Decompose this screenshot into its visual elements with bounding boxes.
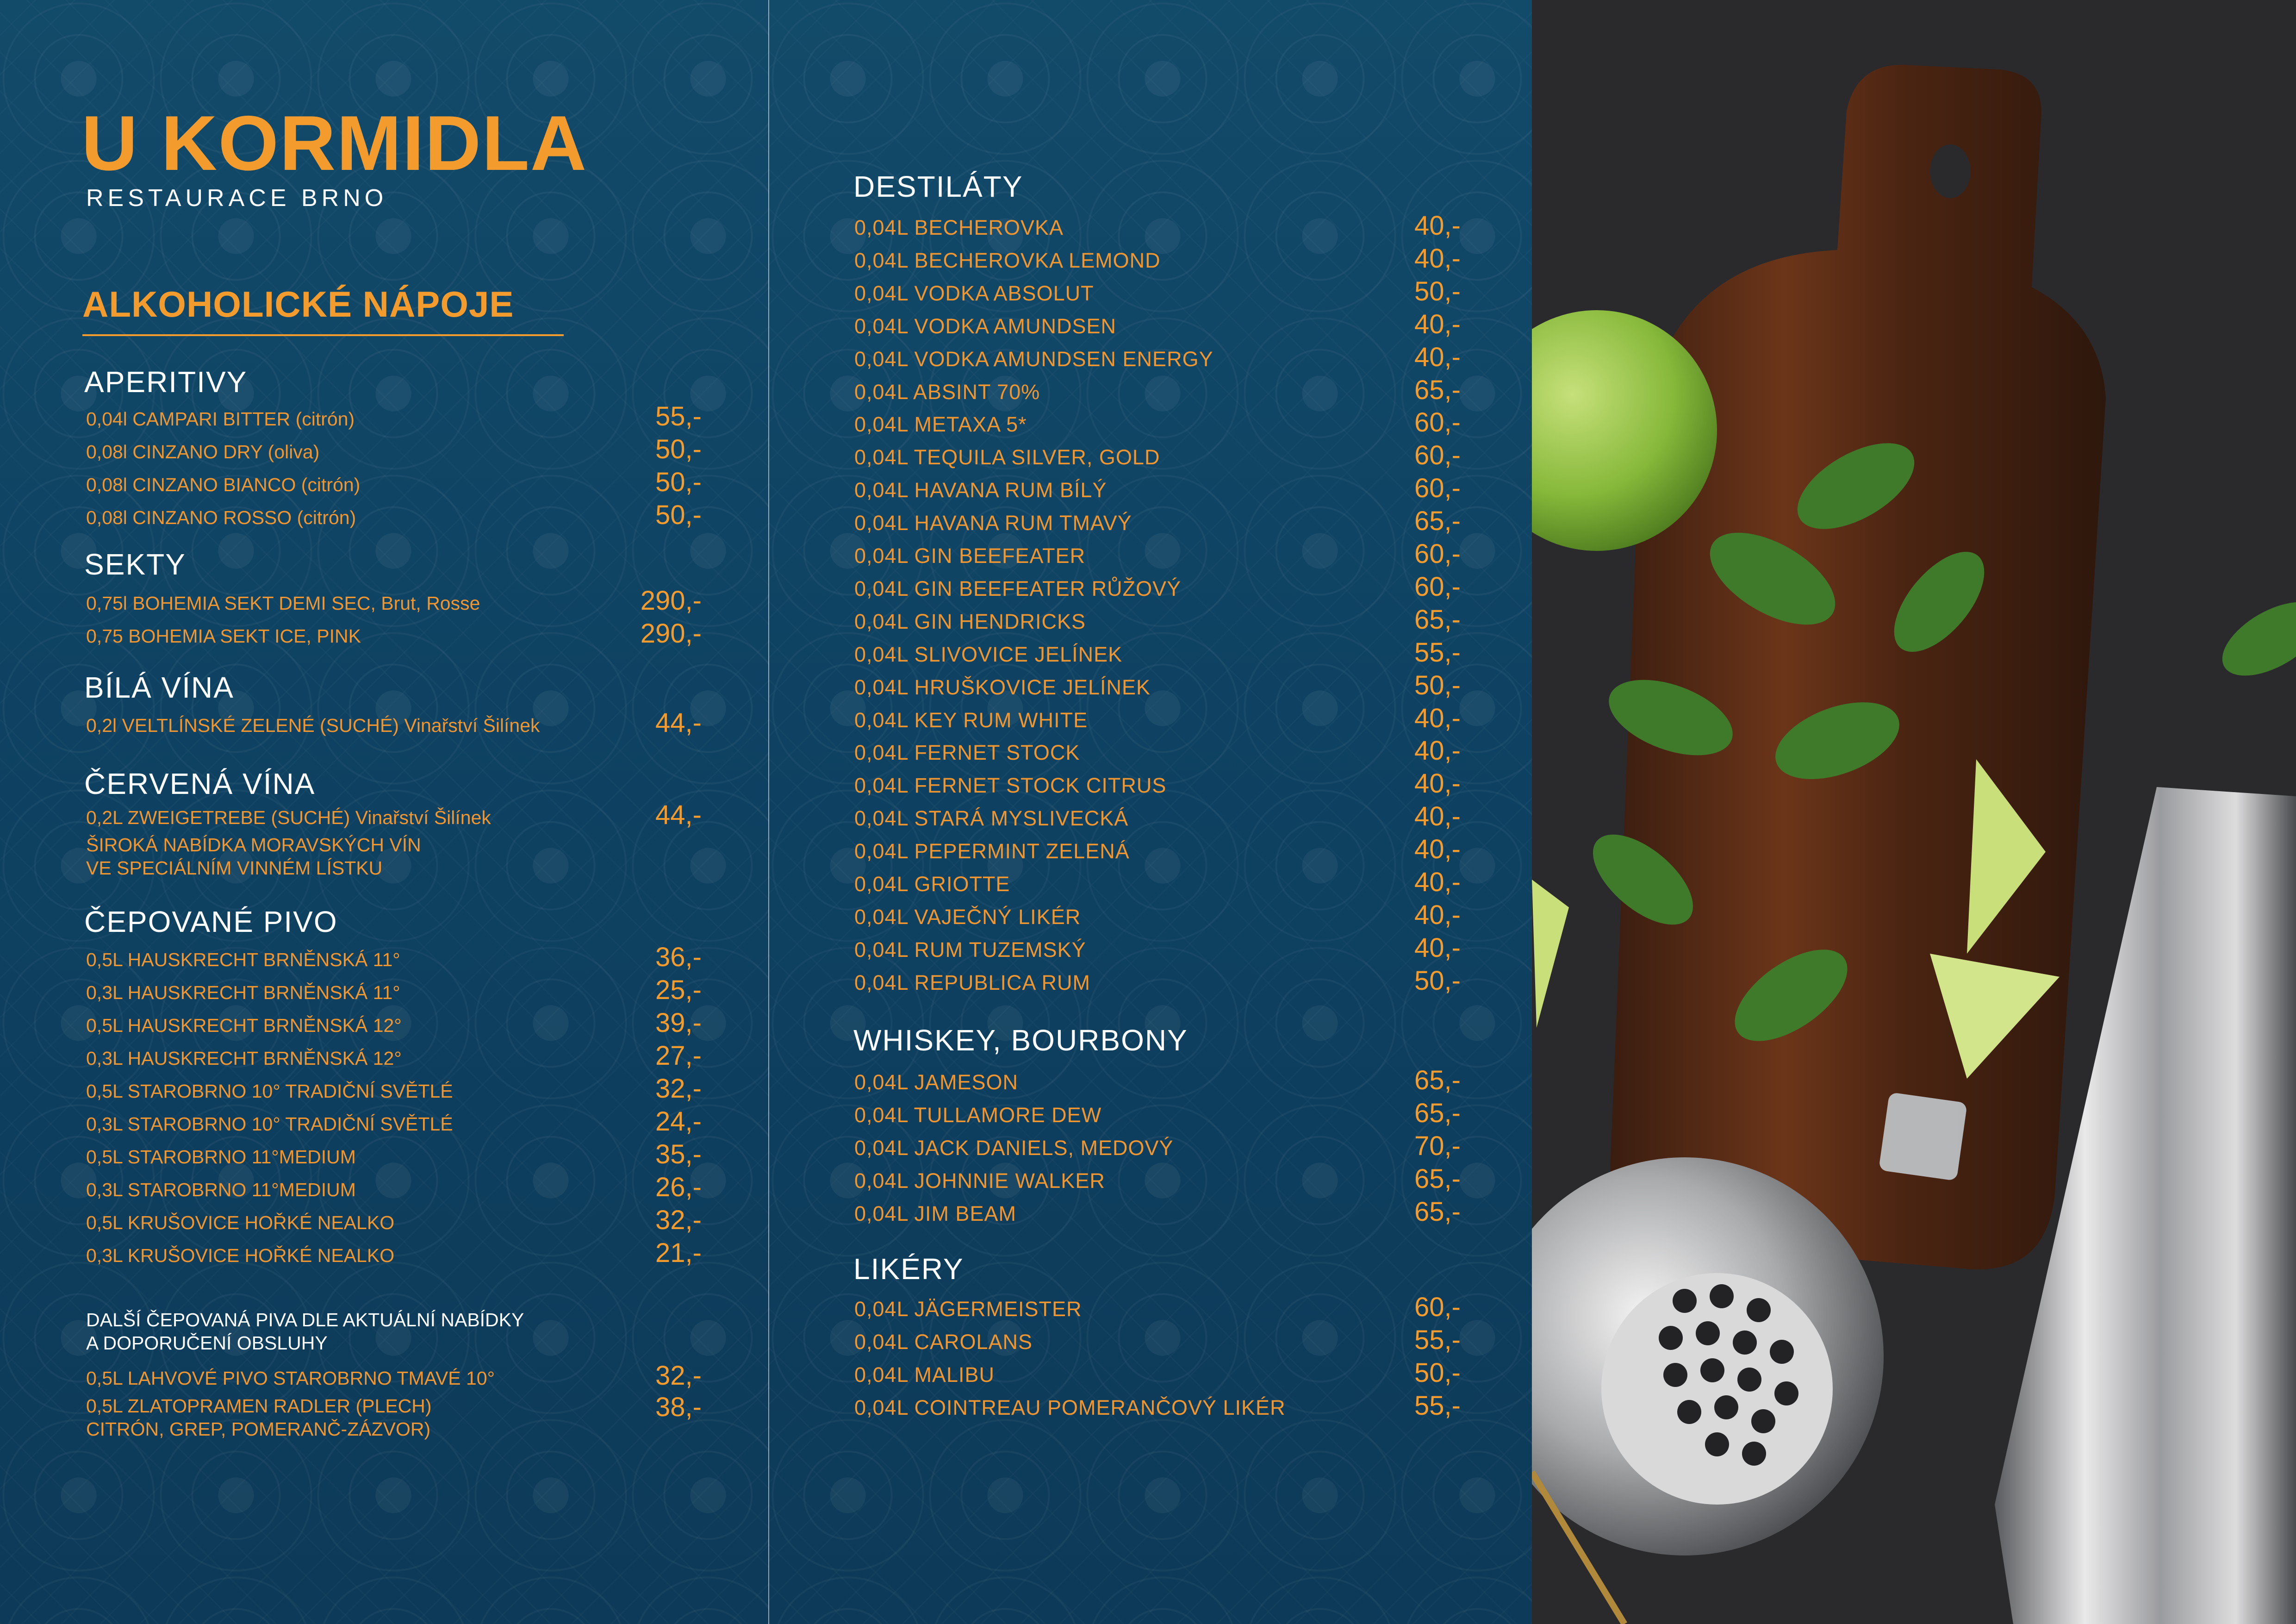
item-price: 65,- — [1414, 506, 1461, 537]
item-price: 27,- — [655, 1041, 702, 1071]
menu-item — [854, 440, 1461, 471]
menu-item — [854, 473, 1461, 504]
item-price: 40,- — [1414, 211, 1461, 241]
item-price: 40,- — [1414, 801, 1461, 832]
menu-item — [86, 1106, 702, 1137]
section-title-destilaty: DESTILÁTY — [853, 170, 1023, 203]
menu-item — [86, 585, 702, 617]
item-name: 0,2l VELTLÍNSKÉ ZELENÉ (SUCHÉ) Vinařství Šilínek — [86, 715, 540, 736]
menu-item — [86, 618, 702, 650]
menu-item — [86, 707, 702, 739]
beer-note-line2: A DOPORUČENÍ OBSLUHY — [86, 1332, 328, 1354]
item-name: 0,04L GIN HENDRICKS — [854, 609, 1086, 633]
item-price: 50,- — [1414, 965, 1461, 996]
item-price: 60,- — [1414, 440, 1461, 471]
item-name: 0,3L STAROBRNO 10° TRADIČNÍ SVĚTLÉ — [86, 1113, 453, 1135]
menu-item — [854, 735, 1461, 767]
menu-item — [854, 637, 1461, 668]
item-price: 25,- — [655, 975, 702, 1005]
menu-item — [854, 899, 1461, 931]
item-name: 0,3L HAUSKRECHT BRNĚNSKÁ 11° — [86, 982, 400, 1003]
item-name: 0,04L HAVANA RUM BÍLÝ — [854, 478, 1107, 502]
item-price: 35,- — [655, 1139, 702, 1169]
item-price: 65,- — [1414, 604, 1461, 635]
item-price: 50,- — [1414, 670, 1461, 700]
menu-item — [854, 309, 1461, 340]
item-name: 0,5L STAROBRNO 10° TRADIČNÍ SVĚTLÉ — [86, 1081, 453, 1102]
item-name: 0,2L ZWEIGETREBE (SUCHÉ) Vinařství Šilínek — [86, 807, 491, 828]
menu-item-radler — [86, 1394, 702, 1441]
item-price: 38,- — [655, 1392, 702, 1422]
menu-item — [86, 1007, 702, 1039]
item-name: 0,3L KRUŠOVICE HOŘKÉ NEALKO — [86, 1245, 395, 1266]
menu-item — [86, 1237, 702, 1269]
item-name: 0,75 BOHEMIA SEKT ICE, PINK — [86, 625, 361, 647]
menu-item — [854, 538, 1461, 570]
item-name: 0,04L VODKA ABSOLUT — [854, 281, 1094, 305]
menu-item — [854, 932, 1461, 964]
item-price: 55,- — [1414, 1325, 1461, 1355]
item-price: 32,- — [655, 1074, 702, 1104]
menu-item — [854, 342, 1461, 373]
menu-item — [854, 571, 1461, 603]
item-price: 40,- — [1414, 899, 1461, 930]
item-name: 0,04L RUM TUZEMSKÝ — [854, 937, 1086, 962]
item-name-line1: 0,5L ZLATOPRAMEN RADLER (PLECH) — [86, 1395, 432, 1417]
item-name: 0,5L LAHVOVÉ PIVO STAROBRNO TMAVÉ 10° — [86, 1368, 495, 1389]
item-name: 0,5L HAUSKRECHT BRNĚNSKÁ 12° — [86, 1015, 402, 1036]
menu-item — [86, 1040, 702, 1072]
item-price: 40,- — [1414, 834, 1461, 865]
item-price: 60,- — [1414, 539, 1461, 569]
item-price: 65,- — [1414, 375, 1461, 405]
item-name: 0,04L MALIBU — [854, 1363, 995, 1387]
item-name: 0,04L REPUBLICA RUM — [854, 970, 1091, 994]
menu-item — [86, 1073, 702, 1105]
menu-item — [854, 867, 1461, 898]
item-name: 0,04L GRIOTTE — [854, 872, 1010, 896]
item-price: 50,- — [1414, 276, 1461, 306]
item-name: 0,04L JACK DANIELS, MEDOVÝ — [854, 1136, 1174, 1160]
wine-note-line2: VE SPECIÁLNÍM VINNÉM LÍSTKU — [86, 857, 383, 879]
item-price: 39,- — [655, 1008, 702, 1038]
item-name: 0,04L TEQUILA SILVER, GOLD — [854, 445, 1160, 469]
item-name: 0,04L METAXA 5* — [854, 412, 1027, 437]
item-price: 65,- — [1414, 1164, 1461, 1194]
item-price: 60,- — [1414, 1292, 1461, 1322]
item-name: 0,04L JAMESON — [854, 1070, 1018, 1094]
menu-item — [86, 500, 702, 531]
menu-item — [854, 1357, 1461, 1389]
item-price: 60,- — [1414, 407, 1461, 438]
item-name: 0,04L JOHNNIE WALKER — [854, 1169, 1105, 1193]
brand-subtitle: RESTAURACE BRNO — [86, 185, 388, 212]
item-name: 0,04L CAROLANS — [854, 1330, 1033, 1354]
item-name: 0,3L STAROBRNO 11°MEDIUM — [86, 1179, 356, 1200]
item-price: 32,- — [655, 1361, 702, 1391]
menu-item — [86, 467, 702, 498]
menu-item — [854, 210, 1461, 242]
item-name: 0,04L PEPERMINT ZELENÁ — [854, 839, 1130, 863]
menu-item — [86, 434, 702, 465]
menu-item — [854, 670, 1461, 701]
heading-underline — [82, 334, 564, 336]
item-name: 0,3L HAUSKRECHT BRNĚNSKÁ 12° — [86, 1048, 402, 1069]
item-price: 65,- — [1414, 1098, 1461, 1128]
section-title-cepovane-pivo: ČEPOVANÉ PIVO — [84, 905, 338, 938]
item-price: 40,- — [1414, 768, 1461, 799]
item-price: 40,- — [1414, 736, 1461, 766]
menu-item — [854, 801, 1461, 832]
menu-item — [854, 1292, 1461, 1323]
item-price: 65,- — [1414, 1197, 1461, 1227]
section-title-whiskey: WHISKEY, BOURBONY — [853, 1024, 1188, 1057]
menu-item — [86, 800, 702, 831]
item-name: 0,04L VODKA AMUNDSEN — [854, 314, 1117, 338]
item-name: 0,75l BOHEMIA SEKT DEMI SEC, Brut, Rosse — [86, 593, 480, 614]
item-price: 50,- — [655, 500, 702, 530]
photo-panel — [1532, 0, 2296, 1624]
item-price: 55,- — [1414, 637, 1461, 668]
wine-note-line1: ŠIROKÁ NABÍDKA MORAVSKÝCH VÍN — [86, 834, 421, 856]
item-price: 40,- — [1414, 243, 1461, 274]
section-title-bila-vina: BÍLÁ VÍNA — [84, 671, 234, 704]
menu-item — [854, 1196, 1461, 1228]
item-name: 0,04L BECHEROVKA LEMOND — [854, 248, 1161, 272]
item-name: 0,08l CINZANO BIANCO (citrón) — [86, 474, 361, 495]
item-price: 24,- — [655, 1106, 702, 1137]
menu-item — [86, 1172, 702, 1203]
menu-item — [854, 1098, 1461, 1129]
item-price: 55,- — [1414, 1391, 1461, 1421]
menu-item — [854, 703, 1461, 734]
item-name-line2: CITRÓN, GREP, POMERANČ-ZÁZVOR) — [86, 1418, 431, 1440]
menu-item — [86, 401, 702, 432]
menu-item — [854, 1065, 1461, 1096]
menu-item — [854, 243, 1461, 275]
item-name: 0,04L JIM BEAM — [854, 1202, 1016, 1225]
item-name: 0,04L GIN BEEFEATER RŮŽOVÝ — [854, 576, 1182, 600]
item-price: 50,- — [1414, 1358, 1461, 1388]
item-name: 0,04L VODKA AMUNDSEN ENERGY — [854, 347, 1213, 371]
section-title-likery: LIKÉRY — [853, 1252, 964, 1286]
menu-item — [86, 1360, 702, 1392]
menu-item — [854, 965, 1461, 997]
item-name: 0,04L TULLAMORE DEW — [854, 1103, 1102, 1127]
menu-item — [854, 276, 1461, 307]
item-name: 0,08l CINZANO DRY (oliva) — [86, 441, 320, 462]
section-title-cervena-vina: ČERVENÁ VÍNA — [84, 767, 316, 800]
item-price: 290,- — [640, 586, 702, 616]
item-price: 26,- — [655, 1172, 702, 1202]
item-price: 290,- — [640, 618, 702, 649]
menu-item — [86, 942, 702, 973]
menu-item — [854, 1163, 1461, 1195]
main-heading: ALKOHOLICKÉ NÁPOJE — [82, 284, 514, 325]
bar-tools-photo — [1532, 0, 2296, 1624]
item-name: 0,04L KEY RUM WHITE — [854, 708, 1088, 732]
menu-item — [854, 604, 1461, 636]
item-name: 0,04L FERNET STOCK — [854, 741, 1080, 765]
item-name: 0,04L SLIVOVICE JELÍNEK — [854, 642, 1123, 666]
menu-item — [854, 1131, 1461, 1162]
item-name: 0,04L BECHEROVKA — [854, 216, 1064, 239]
item-price: 36,- — [655, 942, 702, 972]
section-title-sekty: SEKTY — [84, 548, 186, 581]
menu-item — [854, 834, 1461, 865]
menu-item — [854, 1324, 1461, 1356]
item-name: 0,08l CINZANO ROSSO (citrón) — [86, 507, 356, 528]
item-name: 0,04L HAVANA RUM TMAVÝ — [854, 511, 1132, 535]
item-price: 44,- — [655, 800, 702, 830]
menu-item — [86, 1205, 702, 1236]
item-price: 40,- — [1414, 342, 1461, 372]
beer-note-line1: DALŠÍ ČEPOVANÁ PIVA DLE AKTUÁLNÍ NABÍDKY — [86, 1309, 524, 1330]
item-price: 65,- — [1414, 1065, 1461, 1095]
item-name: 0,04L COINTREAU POMERANČOVÝ LIKÉR — [854, 1396, 1286, 1419]
item-price: 32,- — [655, 1205, 702, 1235]
menu-item — [854, 407, 1461, 438]
item-name: 0,04L GIN BEEFEATER — [854, 544, 1086, 568]
item-price: 40,- — [1414, 703, 1461, 733]
item-price: 60,- — [1414, 473, 1461, 504]
menu-item — [86, 1139, 702, 1170]
item-name: 0,5L HAUSKRECHT BRNĚNSKÁ 11° — [86, 949, 400, 970]
menu-item — [854, 1390, 1461, 1422]
item-price: 40,- — [1414, 932, 1461, 963]
item-price: 40,- — [1414, 309, 1461, 339]
item-name: 0,04L JÄGERMEISTER — [854, 1297, 1082, 1321]
menu-item — [86, 974, 702, 1006]
brand-title: U KORMIDLA — [81, 100, 588, 187]
item-name: 0,5L STAROBRNO 11°MEDIUM — [86, 1146, 356, 1168]
item-price: 21,- — [655, 1238, 702, 1268]
item-price: 40,- — [1414, 867, 1461, 897]
section-title-aperitivy: APERITIVY — [84, 365, 248, 399]
item-price: 55,- — [655, 401, 702, 431]
item-name: 0,5L KRUŠOVICE HOŘKÉ NEALKO — [86, 1212, 395, 1233]
item-name: 0,04l CAMPARI BITTER (citrón) — [86, 408, 355, 430]
menu-item — [854, 768, 1461, 800]
menu-item — [854, 506, 1461, 537]
item-name: 0,04L STARÁ MYSLIVECKÁ — [854, 806, 1129, 831]
menu-item — [854, 375, 1461, 406]
item-price: 44,- — [655, 708, 702, 738]
item-price: 50,- — [655, 467, 702, 497]
item-price: 60,- — [1414, 571, 1461, 602]
item-name: 0,04L FERNET STOCK CITRUS — [854, 774, 1167, 798]
item-name: 0,04L HRUŠKOVICE JELÍNEK — [854, 675, 1151, 699]
item-price: 50,- — [655, 434, 702, 464]
item-price: 70,- — [1414, 1131, 1461, 1161]
item-name: 0,04L ABSINT 70% — [854, 380, 1040, 404]
item-name: 0,04L VAJEČNÝ LIKÉR — [854, 905, 1081, 929]
